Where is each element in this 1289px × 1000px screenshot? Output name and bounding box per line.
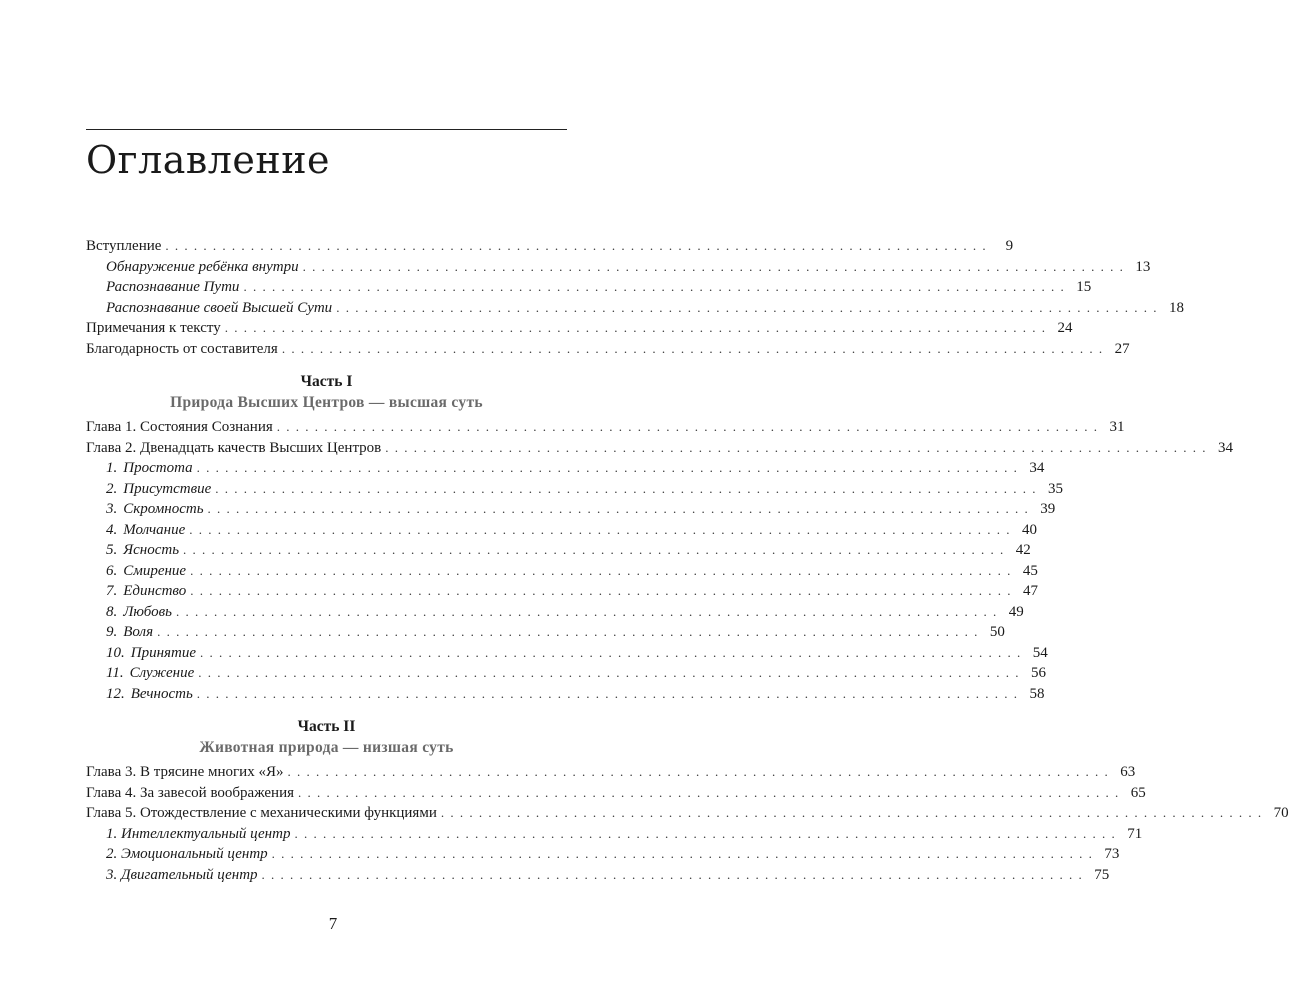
toc-entry-number: 6. (106, 562, 118, 579)
toc-entry-title: Скромность (123, 501, 204, 517)
toc-entry-number: 2. (106, 480, 118, 497)
dot-leader: . . . . . . . . . . . . . . . . . . . . . . . . . . . . . . . . . . . . . . . . . . . . . . . . . . . . . . . . . . . . . . . . . . . . . . . . . . . . . . . . . . . . . . . (385, 439, 1208, 455)
toc-entry-title: Принятие (130, 644, 196, 661)
toc-entry-number: 1. (106, 460, 118, 476)
toc-entry-page: 50 (989, 624, 1005, 640)
toc-entry-quality[interactable] (86, 643, 1048, 664)
dot-leader: . . . . . . . . . . . . . . . . . . . . . . . . . . . . . . . . . . . . . . . . . . . . . . . . . . . . . . . . . . . . . . . . . . . . . . . . . . . . . . . . . . . . . . . (336, 299, 1158, 315)
part-label: Часть I (300, 373, 353, 390)
toc-entry-page: 63 (1120, 764, 1136, 780)
toc-entry-quality[interactable] (86, 684, 1045, 705)
toc-entry-chapter-3[interactable] (86, 762, 1136, 783)
part-label: Часть II (297, 718, 356, 735)
toc-entry-page: 70 (1273, 805, 1289, 821)
toc-entry-title: Присутствие (123, 480, 212, 497)
toc-entry-quality[interactable] (86, 499, 1056, 520)
toc-entry-title: 1. Интеллектуальный центр (106, 825, 291, 842)
toc-entry-chapter-1[interactable] (86, 417, 1125, 438)
toc-entry-quality[interactable] (86, 479, 1064, 500)
toc-entry-title: 3. Двигательный центр (106, 866, 258, 883)
toc-entry-title: Распознавание своей Высшей Сути (106, 299, 333, 316)
page-number: 7 (328, 914, 338, 933)
toc-entry-path[interactable] (86, 277, 1092, 298)
toc-entry-page: 47 (1023, 583, 1038, 599)
toc-entry-page: 35 (1048, 480, 1064, 497)
toc-entry-title: Глава 1. Состояния Сознания (86, 419, 273, 435)
toc-entry-title: Смирение (123, 562, 187, 579)
toc-entry-page: 56 (1031, 665, 1047, 681)
dot-leader: . . . . . . . . . . . . . . . . . . . . . . . . . . . . . . . . . . . . . . . . . . . . . . . . . . . . . . . . . . . . . . . . . . . . . . . . . . . . . . . . . . . . . . . (200, 644, 1022, 660)
toc-entry-page: 31 (1109, 419, 1125, 435)
toc-entry-title: Служение (129, 665, 195, 681)
toc-entry-center[interactable] (86, 844, 1120, 865)
toc-entry-chapter-5[interactable] (86, 803, 1289, 824)
toc-entry-child-discovery[interactable] (86, 257, 1151, 278)
toc-entry-title: Примечания к тексту (86, 320, 221, 336)
toc-entry-page: 49 (1008, 603, 1024, 620)
toc-entry-number: 10. (106, 644, 125, 661)
toc-entry-page: 73 (1104, 846, 1120, 862)
toc-entry-title: Единство (123, 583, 187, 599)
toc-entry-title: Глава 2. Двенадцать качеств Высших Центров (86, 439, 382, 456)
dot-leader: . . . . . . . . . . . . . . . . . . . . . . . . . . . . . . . . . . . . . . . . . . . . . . . . . . . . . . . . . . . . . . . . . . . . . . . . . . . . . . . . . . . . . . . (294, 825, 1117, 841)
toc-entry-page: 24 (1057, 320, 1073, 336)
dot-leader: . . . . . . . . . . . . . . . . . . . . . . . . . . . . . . . . . . . . . . . . . . . . . . . . . . . . . . . . . . . . . . . . . . . . . . . . . . . . . . . . . . . . . . . (243, 279, 1066, 294)
dot-leader: . . . . . . . . . . . . . . . . . . . . . . . . . . . . . . . . . . . . . . . . . . . . . . . . . . . . . . . . . . . . . . . . . . . . . . . . . . . . . . . . . . . . . . . (271, 846, 1094, 861)
toc-entry-title: Простота (123, 460, 193, 476)
dot-leader: . . . . . . . . . . . . . . . . . . . . . . . . . . . . . . . . . . . . . . . . . . . . . . . . . . . . . . . . . . . . . . . . . . . . . . . . . . . . . . . . . . . . . . . (165, 238, 988, 253)
toc-entry-chapter-2[interactable] (86, 438, 1234, 459)
dot-leader: . . . . . . . . . . . . . . . . . . . . . . . . . . . . . . . . . . . . . . . . . . . . . . . . . . . . . . . . . . . . . . . . . . . . . . . . . . . . . . . . . . . . . . . (196, 685, 1019, 701)
toc-entry-page: 34 (1218, 439, 1234, 456)
toc-entry-title: Молчание (123, 521, 186, 538)
toc-entry-chapter-4[interactable] (86, 783, 1146, 804)
dot-leader: . . . . . . . . . . . . . . . . . . . . . . . . . . . . . . . . . . . . . . . . . . . . . . . . . . . . . . . . . . . . . . . . . . . . . . . . . . . . . . . . . . . . . . . (189, 521, 1012, 537)
toc-entry-title: Распознавание Пути (106, 279, 240, 295)
toc-entry-title: Глава 5. Отождествление с механическими функциями (86, 805, 437, 821)
toc-entry-page: 71 (1127, 825, 1143, 842)
toc-entry-quality[interactable] (86, 663, 1047, 684)
toc-entry-page: 75 (1094, 866, 1110, 883)
toc-entry-center[interactable] (86, 865, 1110, 886)
toc-entry-number: 9. (106, 624, 118, 640)
toc-entry-page: 42 (1015, 542, 1031, 558)
toc-entry-page: 45 (1022, 562, 1038, 579)
part-subtitle: Животная природа — низшая суть (199, 739, 454, 756)
dot-leader: . . . . . . . . . . . . . . . . . . . . . . . . . . . . . . . . . . . . . . . . . . . . . . . . . . . . . . . . . . . . . . . . . . . . . . . . . . . . . . . . . . . . . . . (175, 603, 998, 619)
dot-leader: . . . . . . . . . . . . . . . . . . . . . . . . . . . . . . . . . . . . . . . . . . . . . . . . . . . . . . . . . . . . . . . . . . . . . . . . . . . . . . . . . . . . . . . (183, 542, 1005, 557)
toc-entry-page: 40 (1022, 521, 1038, 538)
dot-leader: . . . . . . . . . . . . . . . . . . . . . . . . . . . . . . . . . . . . . . . . . . . . . . . . . . . . . . . . . . . . . . . . . . . . . . . . . . . . . . . . . . . . . . . (198, 665, 1021, 680)
dot-leader: . . . . . . . . . . . . . . . . . . . . . . . . . . . . . . . . . . . . . . . . . . . . . . . . . . . . . . . . . . . . . . . . . . . . . . . . . . . . . . . . . . . . . . . (215, 480, 1038, 496)
toc-entry-quality[interactable] (86, 520, 1038, 541)
toc-entry-quality[interactable] (86, 561, 1038, 582)
toc-entry-title: Любовь (123, 603, 172, 620)
toc-entry-page: 27 (1114, 340, 1130, 357)
toc-entry-number: 8. (106, 603, 118, 620)
toc-entry-title: Обнаружение ребёнка внутри (106, 258, 299, 275)
toc-entry-page: 15 (1076, 279, 1092, 295)
toc-entry-quality[interactable] (86, 458, 1045, 479)
dot-leader: . . . . . . . . . . . . . . . . . . . . . . . . . . . . . . . . . . . . . . . . . . . . . . . . . . . . . . . . . . . . . . . . . . . . . . . . . . . . . . . . . . . . . . . (440, 805, 1263, 820)
toc-entry-number: 12. (106, 685, 125, 702)
dot-leader: . . . . . . . . . . . . . . . . . . . . . . . . . . . . . . . . . . . . . . . . . . . . . . . . . . . . . . . . . . . . . . . . . . . . . . . . . . . . . . . . . . . . . . . (261, 866, 1084, 882)
part-2-heading (86, 716, 567, 758)
toc-entry-title: Воля (123, 624, 154, 640)
toc-entry-intro[interactable] (86, 236, 1014, 257)
toc-entry-number: 11. (106, 665, 124, 681)
page-title: Оглавление (86, 138, 331, 182)
dot-leader: . . . . . . . . . . . . . . . . . . . . . . . . . . . . . . . . . . . . . . . . . . . . . . . . . . . . . . . . . . . . . . . . . . . . . . . . . . . . . . . . . . . . . . . (190, 583, 1012, 598)
toc-entry-page: 34 (1029, 460, 1045, 476)
toc-entry-page: 65 (1130, 784, 1146, 801)
dot-leader: . . . . . . . . . . . . . . . . . . . . . . . . . . . . . . . . . . . . . . . . . . . . . . . . . . . . . . . . . . . . . . . . . . . . . . . . . . . . . . . . . . . . . . . (281, 340, 1104, 356)
toc-entry-title: Глава 3. В трясине многих «Я» (86, 764, 284, 780)
toc-entry-title: Вступление (86, 238, 162, 254)
dot-leader: . . . . . . . . . . . . . . . . . . . . . . . . . . . . . . . . . . . . . . . . . . . . . . . . . . . . . . . . . . . . . . . . . . . . . . . . . . . . . . . . . . . . . . . (157, 624, 979, 639)
toc-entry-notes[interactable] (86, 318, 1073, 339)
dot-leader: . . . . . . . . . . . . . . . . . . . . . . . . . . . . . . . . . . . . . . . . . . . . . . . . . . . . . . . . . . . . . . . . . . . . . . . . . . . . . . . . . . . . . . . (196, 460, 1019, 475)
toc-entry-page: 13 (1135, 258, 1151, 275)
dot-leader: . . . . . . . . . . . . . . . . . . . . . . . . . . . . . . . . . . . . . . . . . . . . . . . . . . . . . . . . . . . . . . . . . . . . . . . . . . . . . . . . . . . . . . . (302, 258, 1125, 274)
toc-entry-center[interactable] (86, 824, 1143, 845)
dot-leader: . . . . . . . . . . . . . . . . . . . . . . . . . . . . . . . . . . . . . . . . . . . . . . . . . . . . . . . . . . . . . . . . . . . . . . . . . . . . . . . . . . . . . . . (224, 320, 1047, 335)
toc-entry-page: 18 (1168, 299, 1184, 316)
top-rule (86, 129, 567, 130)
toc-entry-page: 39 (1040, 501, 1056, 517)
part-subtitle: Природа Высших Центров — высшая суть (170, 394, 483, 411)
dot-leader: . . . . . . . . . . . . . . . . . . . . . . . . . . . . . . . . . . . . . . . . . . . . . . . . . . . . . . . . . . . . . . . . . . . . . . . . . . . . . . . . . . . . . . . (276, 419, 1099, 434)
toc-entry-number: 7. (106, 583, 118, 599)
toc-entry-quality[interactable] (86, 622, 1005, 643)
toc-entry-quality[interactable] (86, 602, 1024, 623)
toc-entry-title: Благодарность от составителя (86, 340, 278, 357)
dot-leader: . . . . . . . . . . . . . . . . . . . . . . . . . . . . . . . . . . . . . . . . . . . . . . . . . . . . . . . . . . . . . . . . . . . . . . . . . . . . . . . . . . . . . . . (190, 562, 1012, 578)
toc-entry-quality[interactable] (86, 540, 1031, 561)
toc-entry-higher-self[interactable] (86, 298, 1184, 319)
toc-entry-page: 9 (1005, 238, 1014, 254)
toc-entry-number: 4. (106, 521, 118, 538)
toc-entry-page: 54 (1032, 644, 1048, 661)
dot-leader: . . . . . . . . . . . . . . . . . . . . . . . . . . . . . . . . . . . . . . . . . . . . . . . . . . . . . . . . . . . . . . . . . . . . . . . . . . . . . . . . . . . . . . . (298, 784, 1120, 800)
toc-entry-title: Вечность (130, 685, 193, 702)
toc-entry-title: Ясность (123, 542, 180, 558)
toc-entry-number: 3. (106, 501, 118, 517)
dot-leader: . . . . . . . . . . . . . . . . . . . . . . . . . . . . . . . . . . . . . . . . . . . . . . . . . . . . . . . . . . . . . . . . . . . . . . . . . . . . . . . . . . . . . . . (207, 501, 1030, 516)
dot-leader: . . . . . . . . . . . . . . . . . . . . . . . . . . . . . . . . . . . . . . . . . . . . . . . . . . . . . . . . . . . . . . . . . . . . . . . . . . . . . . . . . . . . . . . (287, 764, 1110, 779)
toc-entry-acknowledgements[interactable] (86, 339, 1130, 360)
table-of-contents (86, 236, 1289, 885)
toc-entry-page: 58 (1029, 685, 1045, 702)
toc-entry-title: Глава 4. За завесой воображения (86, 784, 294, 801)
toc-entry-number: 5. (106, 542, 118, 558)
toc-entry-quality[interactable] (86, 581, 1038, 602)
toc-entry-title: 2. Эмоциональный центр (106, 846, 268, 862)
part-1-heading (86, 371, 567, 413)
